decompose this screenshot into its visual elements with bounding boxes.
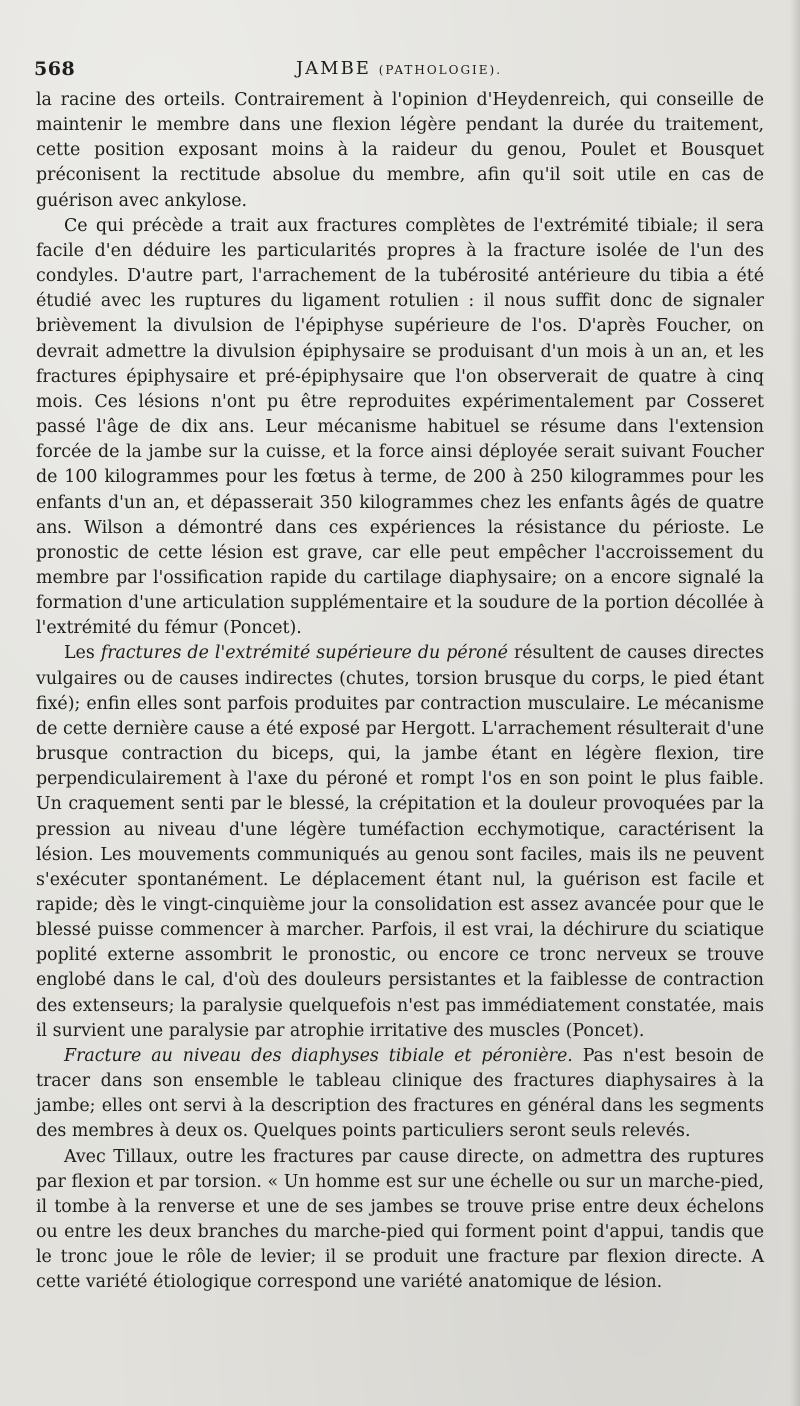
paragraph-3-lead: Les <box>64 643 101 664</box>
page-header <box>34 58 764 88</box>
page-number: 568 <box>34 58 76 80</box>
body-text <box>36 88 764 1296</box>
paragraph-2-text: Ce qui précède a trait aux fractures complètes de l'extrémité tibiale; il sera facile d'en déduire les particularités propres à la fracture isolée de l'un des condyles. D'autre part, l'arrachement de la tubérosité antérieure du tibia a été étudié avec les ruptures du ligament rotulien : il nous suffit donc de signaler brièvement la divulsion de l'épiphyse supérieure de l'os. D'après Foucher, on devrait admettre la divulsion épiphysaire se produisant d'un mois à un an, et les fractures épiphysaire et pré-épiphysaire que l'on observerait de quatre à cinq mois. Ces lésions n'ont pu être reproduites expérimentalement par Cosseret passé l'âge de dix ans. Leur mécanisme habituel se résume dans l'extension forcée de la jambe sur la cuisse, et la force ainsi déployée serait suivant Foucher de 100 kilogrammes pour les fœtus à terme, de 200 à 250 kilogrammes pour les enfants d'un an, et dépasserait 350 kilogrammes chez les enfants âgés de quatre ans. Wilson a démontré dans ces expériences la résistance du périoste. Le pronostic de cette lésion est grave, car elle peut empêcher l'accroissement du membre par l'ossification rapide du cartilage diaphysaire; on a encore signalé la formation d'une articulation supplémentaire et la soudure de la portion décollée à l'extrémité du fémur (Poncet). <box>36 215 764 639</box>
paragraph-3-text: résultent de causes directes vulgaires ou de causes indirectes (chutes, torsion brusque du corps, le pied étant fixé); enfin elles sont parfois produites par contraction musculaire. Le mécanisme de cette dernière cause a été exposé par Hergott. L'arrachement résulterait d'une brusque contraction du biceps, qui, la jambe étant en légère flexion, tire perpendiculairement à l'axe du péroné et rompt l'os en son point le plus faible. Un craquement senti par le blessé, la crépitation et la douleur provoquées par la pression au niveau d'une légère tuméfaction ecchymotique, caractérisent la lésion. Les mouvements communiqués au genou sont faciles, mais ils ne peuvent s'exécuter spontanément. Le déplacement étant nul, la guérison est facile et rapide; dès le vingt-cinquième jour la consolidation est assez avancée pour que le blessé puisse commencer à marcher. Parfois, il est vrai, la déchirure du sciatique poplité externe assombrit le pronostic, ou encore ce tronc nerveux se trouve englobé dans le cal, d'où des douleurs persistantes et la faiblesse de contraction des extenseurs; la paralysie quelquefois n'est pas immédiatement constatée, mais il survient une paralysie par atrophie irritative des muscles (Poncet). <box>36 643 764 1041</box>
page-edge-shadow <box>790 0 800 1406</box>
paragraph-1-text: la racine des orteils. Contrairement à l'opinion d'Heydenreich, qui conseille de maintenir le membre dans une flexion légère pendant la durée du traitement, cette position exposant moins à la raideur du genou, Poulet et Bousquet préconisent la rectitude absolue du membre, afin qu'il soit utile en cas de guérison avec ankylose. <box>36 90 764 211</box>
running-head-title: JAMBE <box>295 58 371 79</box>
paragraph-5-text: Avec Tillaux, outre les fractures par cause directe, on admettra des ruptures par flexion et par torsion. « Un homme est sur une échelle ou sur un marche-pied, il tombe à la renverse et une de ses jambes se trouve prise entre deux échelons ou entre les deux branches du marche-pied qui forment point d'appui, tandis que le tronc joue le rôle de levier; il se produit une fracture par flexion directe. A cette variété étiologique correspond une variété anatomique de lésion. <box>36 1146 764 1293</box>
paragraph-3 <box>36 641 764 1044</box>
paragraph-5 <box>36 1145 764 1296</box>
running-head-subtitle: (PATHOLOGIE). <box>378 63 503 77</box>
paragraph-4-italic: Fracture au niveau des diaphyses tibiale et péronière. <box>64 1045 573 1066</box>
paragraph-4-text: Pas n'est besoin de tracer dans son ensemble le tableau clinique des fractures diaphysaires à la jambe; elles ont servi à la description des fractures en général dans les segments des membres à deux os. Quelques points particuliers seront seuls relevés. <box>36 1045 764 1142</box>
running-head <box>34 58 764 79</box>
paragraph-4 <box>36 1044 764 1145</box>
paragraph-2 <box>36 214 764 642</box>
paragraph-3-italic: fractures de l'extrémité supérieure du péroné <box>100 643 508 664</box>
paragraph-1 <box>36 88 764 214</box>
